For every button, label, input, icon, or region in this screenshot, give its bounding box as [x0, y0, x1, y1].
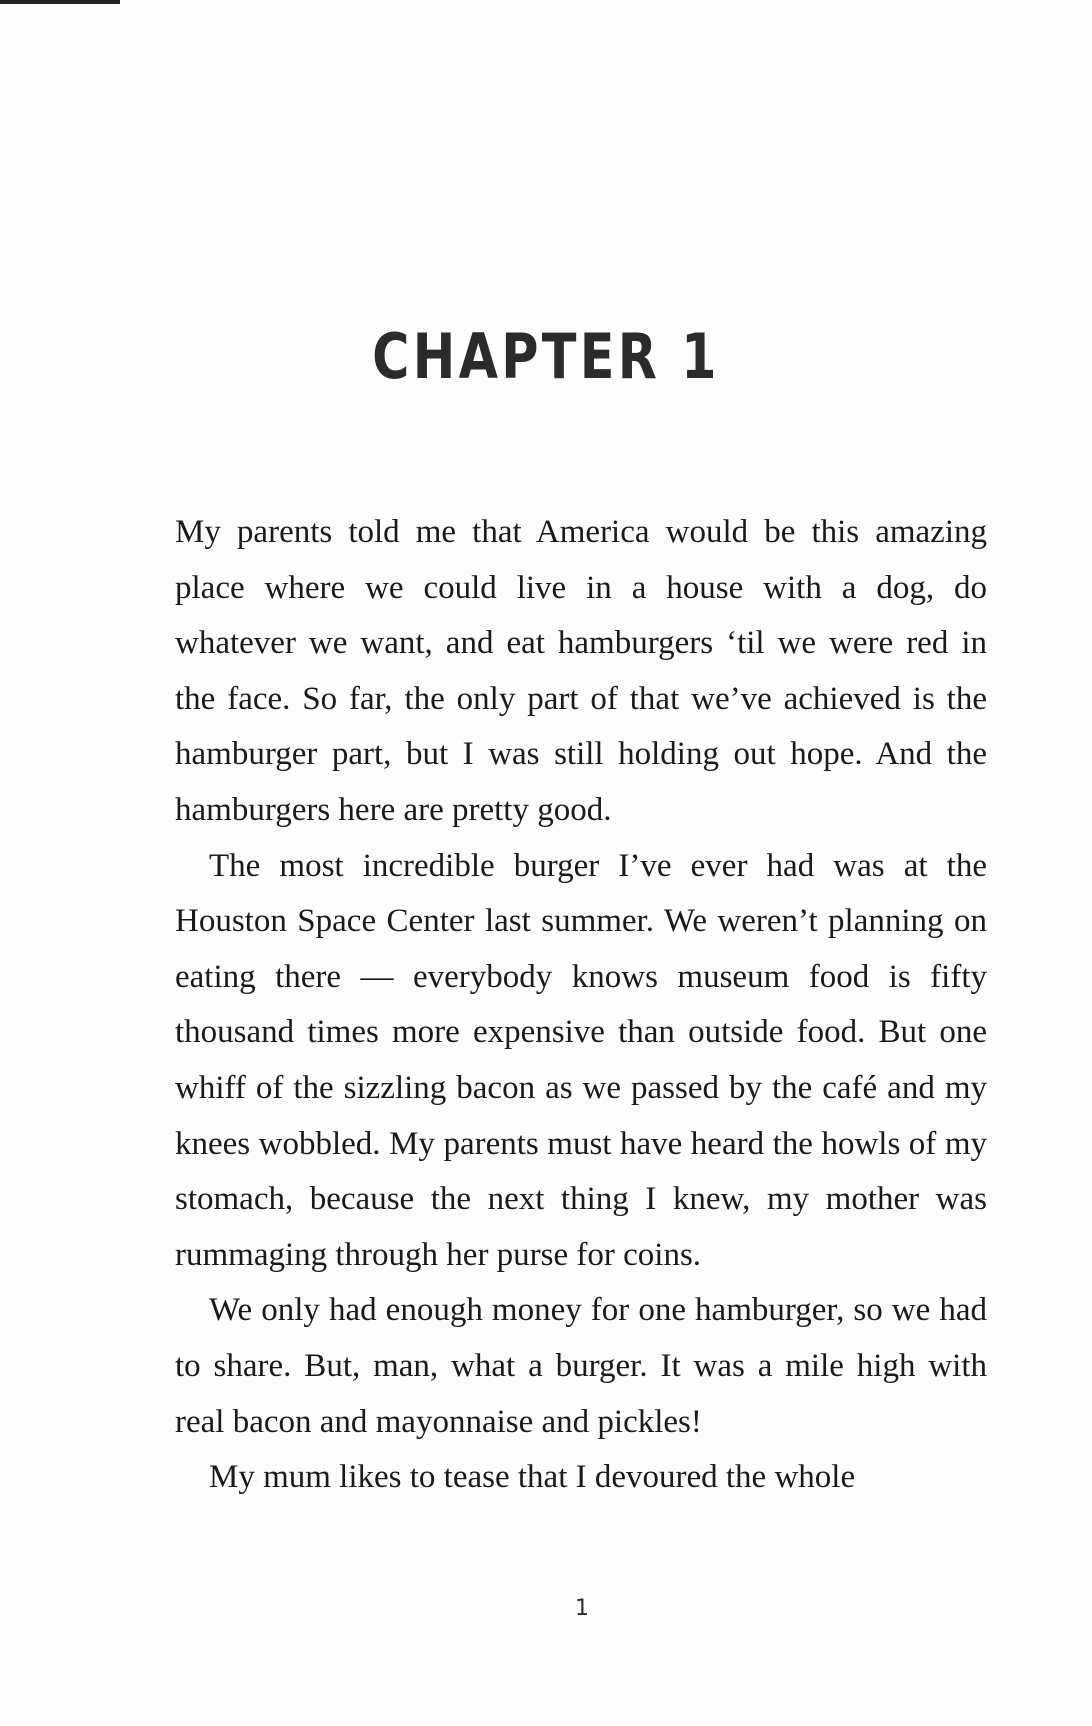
- chapter-heading: CHAPTER 1: [372, 320, 720, 393]
- chapter-body: [175, 505, 987, 1506]
- paragraph-4: My mum likes to tease that I devoured the whole: [209, 1459, 856, 1496]
- scan-edge-mark: [0, 0, 120, 4]
- page-number: 1: [575, 1596, 589, 1621]
- paragraph-2: The most incredible burger I’ve ever had was at the Houston Space Center last summer. We weren’t planning on eating there — everybody knows museum food is fifty thousand times more expensive than outside food. But one whiff of the sizzling bacon as we passed by the café and my knees wobbled. My parents must have heard the howls of my stomach, because the next thing I knew, my mother was rummaging through her purse for coins.: [175, 847, 987, 1273]
- paragraph-1: My parents told me that America would be this amazing place where we could live in a house with a dog, do whatever we want, and eat hamburgers ‘til we were red in the face. So far, the only part of that we’ve achieved is the hamburger part, but I was still holding out hope. And the hamburgers here are pretty good.: [175, 514, 987, 828]
- paragraph-3: We only had enough money for one hamburger, so we had to share. But, man, what a burger. It was a mile high with real bacon and mayonnaise and pickles!: [175, 1292, 987, 1440]
